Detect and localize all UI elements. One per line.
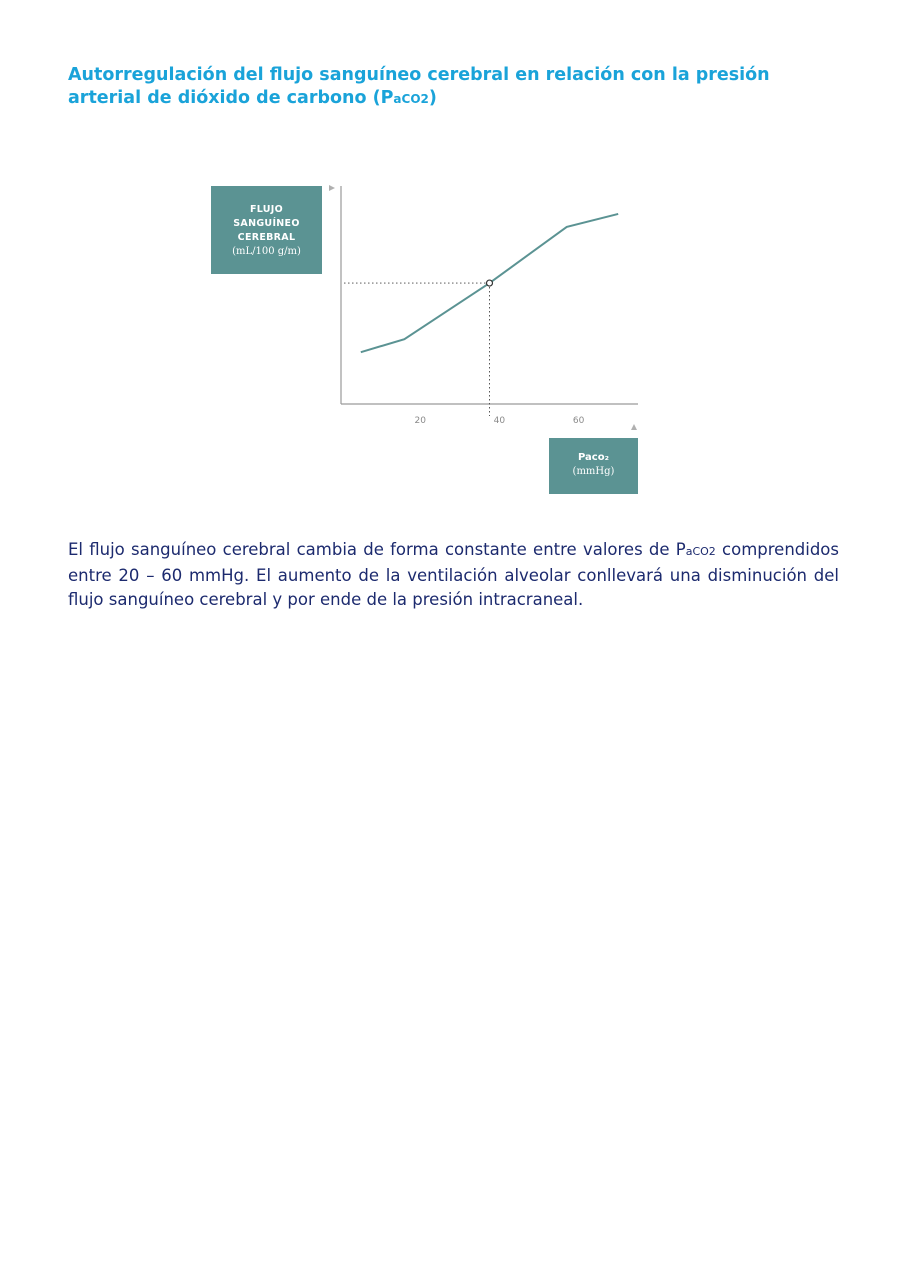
description-paragraph — [68, 538, 839, 612]
paragraph-part2: comprendidos entre 20 – 60 mmHg. El aumento de la ventilación alveolar conllevará una disminución del flujo sanguíneo cerebral y por ende de la presión intracraneal. — [68, 540, 839, 609]
y-axis-label-line1: FLUJO — [249, 204, 284, 215]
page-title — [68, 64, 843, 111]
x-tick-label: 60 — [572, 416, 585, 426]
paragraph-part1: El flujo sanguíneo cerebral cambia de forma constante entre valores de P — [68, 540, 686, 559]
x-tick-label: 20 — [414, 416, 426, 426]
title-close: ) — [428, 88, 437, 108]
marker-point — [487, 280, 493, 286]
chart — [205, 178, 655, 503]
paragraph-subscript: aCO2 — [685, 545, 716, 558]
x-axis-unit: (mmHg) — [572, 466, 615, 477]
title-text: Autorregulación del flujo sanguíneo cerebral en relación con la presión arterial de dióxido de carbono (P — [68, 65, 770, 108]
x-axis-arrow-icon — [631, 424, 637, 430]
x-tick-label: 40 — [493, 416, 506, 426]
y-axis-label-line3: CEREBRAL — [237, 232, 296, 243]
y-axis-label-line2: SANGUÍNEO — [233, 218, 300, 229]
x-axis-label: Paco₂ — [578, 452, 609, 463]
x-axis-label-box — [549, 438, 638, 494]
y-axis-arrow-icon — [329, 185, 335, 191]
y-axis-unit: (mL/100 g/m) — [232, 246, 301, 257]
title-subscript: aCO2 — [393, 92, 429, 106]
y-axis-label-box — [211, 186, 322, 274]
